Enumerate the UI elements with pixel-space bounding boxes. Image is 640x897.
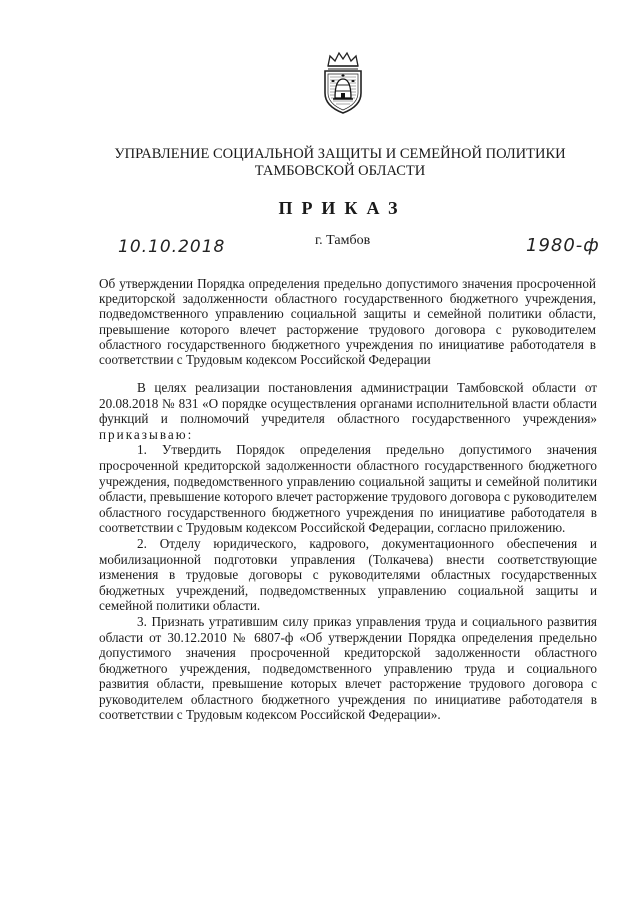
item-1-paragraph: 1. Утвердить Порядок определения предельно допустимого значения просроченной кредиторской задолженности областного государственного бюджетного учреждения, подведомственного управлению социальной защиты и семейной политики области, превышение которого влечет расторжение трудового договора с руководителем областного государственного бюджетного учреждения по инициативе работодателя в соответствии с Трудовым кодексом Российской Федерации, согласно приложению. bbox=[99, 442, 597, 536]
intro-text: В целях реализации постановления администрации Тамбовской области от 20.08.2018 № 831 «О порядке осуществления органами исполнительной власти области функций и полномочий учредителя областного государственного учреждения» bbox=[99, 380, 597, 427]
document-type-title: ПРИКАЗ bbox=[278, 198, 407, 218]
item-3-paragraph: 3. Признать утратившим силу приказ управления труда и социального развития области от 30.12.2010 № 6807-ф «Об утверждении Порядка определения предельно допустимого значения просроченной кредиторской задолженности областного бюджетного учреждения, подведомственного управлению труда и социального развития области, превышение которых влечет расторжение трудового договора с руководителем областного бюджетного учреждения по инициативе работодателя в соответствии с Трудовым кодексом Российской Федерации». bbox=[99, 613, 597, 723]
organization-name-line1: УПРАВЛЕНИЕ СОЦИАЛЬНОЙ ЗАЩИТЫ И СЕМЕЙНОЙ ПОЛИТИКИ bbox=[114, 146, 566, 162]
handwritten-order-number: 1980-ф bbox=[526, 235, 600, 256]
coat-of-arms-icon bbox=[318, 50, 368, 115]
organization-name-line2: ТАМБОВСКОЙ ОБЛАСТИ bbox=[254, 163, 426, 179]
intro-paragraph bbox=[99, 380, 597, 442]
city-label: г. Тамбов bbox=[315, 233, 371, 248]
order-body bbox=[99, 380, 597, 723]
order-subject: Об утверждении Порядка определения предельно допустимого значения просроченной кредиторской задолженности областного государственного бюджетного учреждения, подведомственного управлению социальной защиты и семейной политики области, превышение которого влечет расторжение трудового договора с руководителем областного государственного бюджетного учреждения по инициативе работодателя в соответствии с Трудовым кодексом Российской Федерации bbox=[99, 276, 596, 368]
item-2-paragraph: 2. Отделу юридического, кадрового, документационного обеспечения и мобилизационной подготовки управления (Толкачева) внести соответствующие изменения в трудовые договоры с руководителями областных государственных бюджетных учреждений, подведомственных управлению социальной защиты и семейной политики области. bbox=[99, 535, 597, 614]
order-word: приказываю: bbox=[99, 426, 194, 442]
handwritten-date: 10.10.2018 bbox=[118, 237, 226, 257]
